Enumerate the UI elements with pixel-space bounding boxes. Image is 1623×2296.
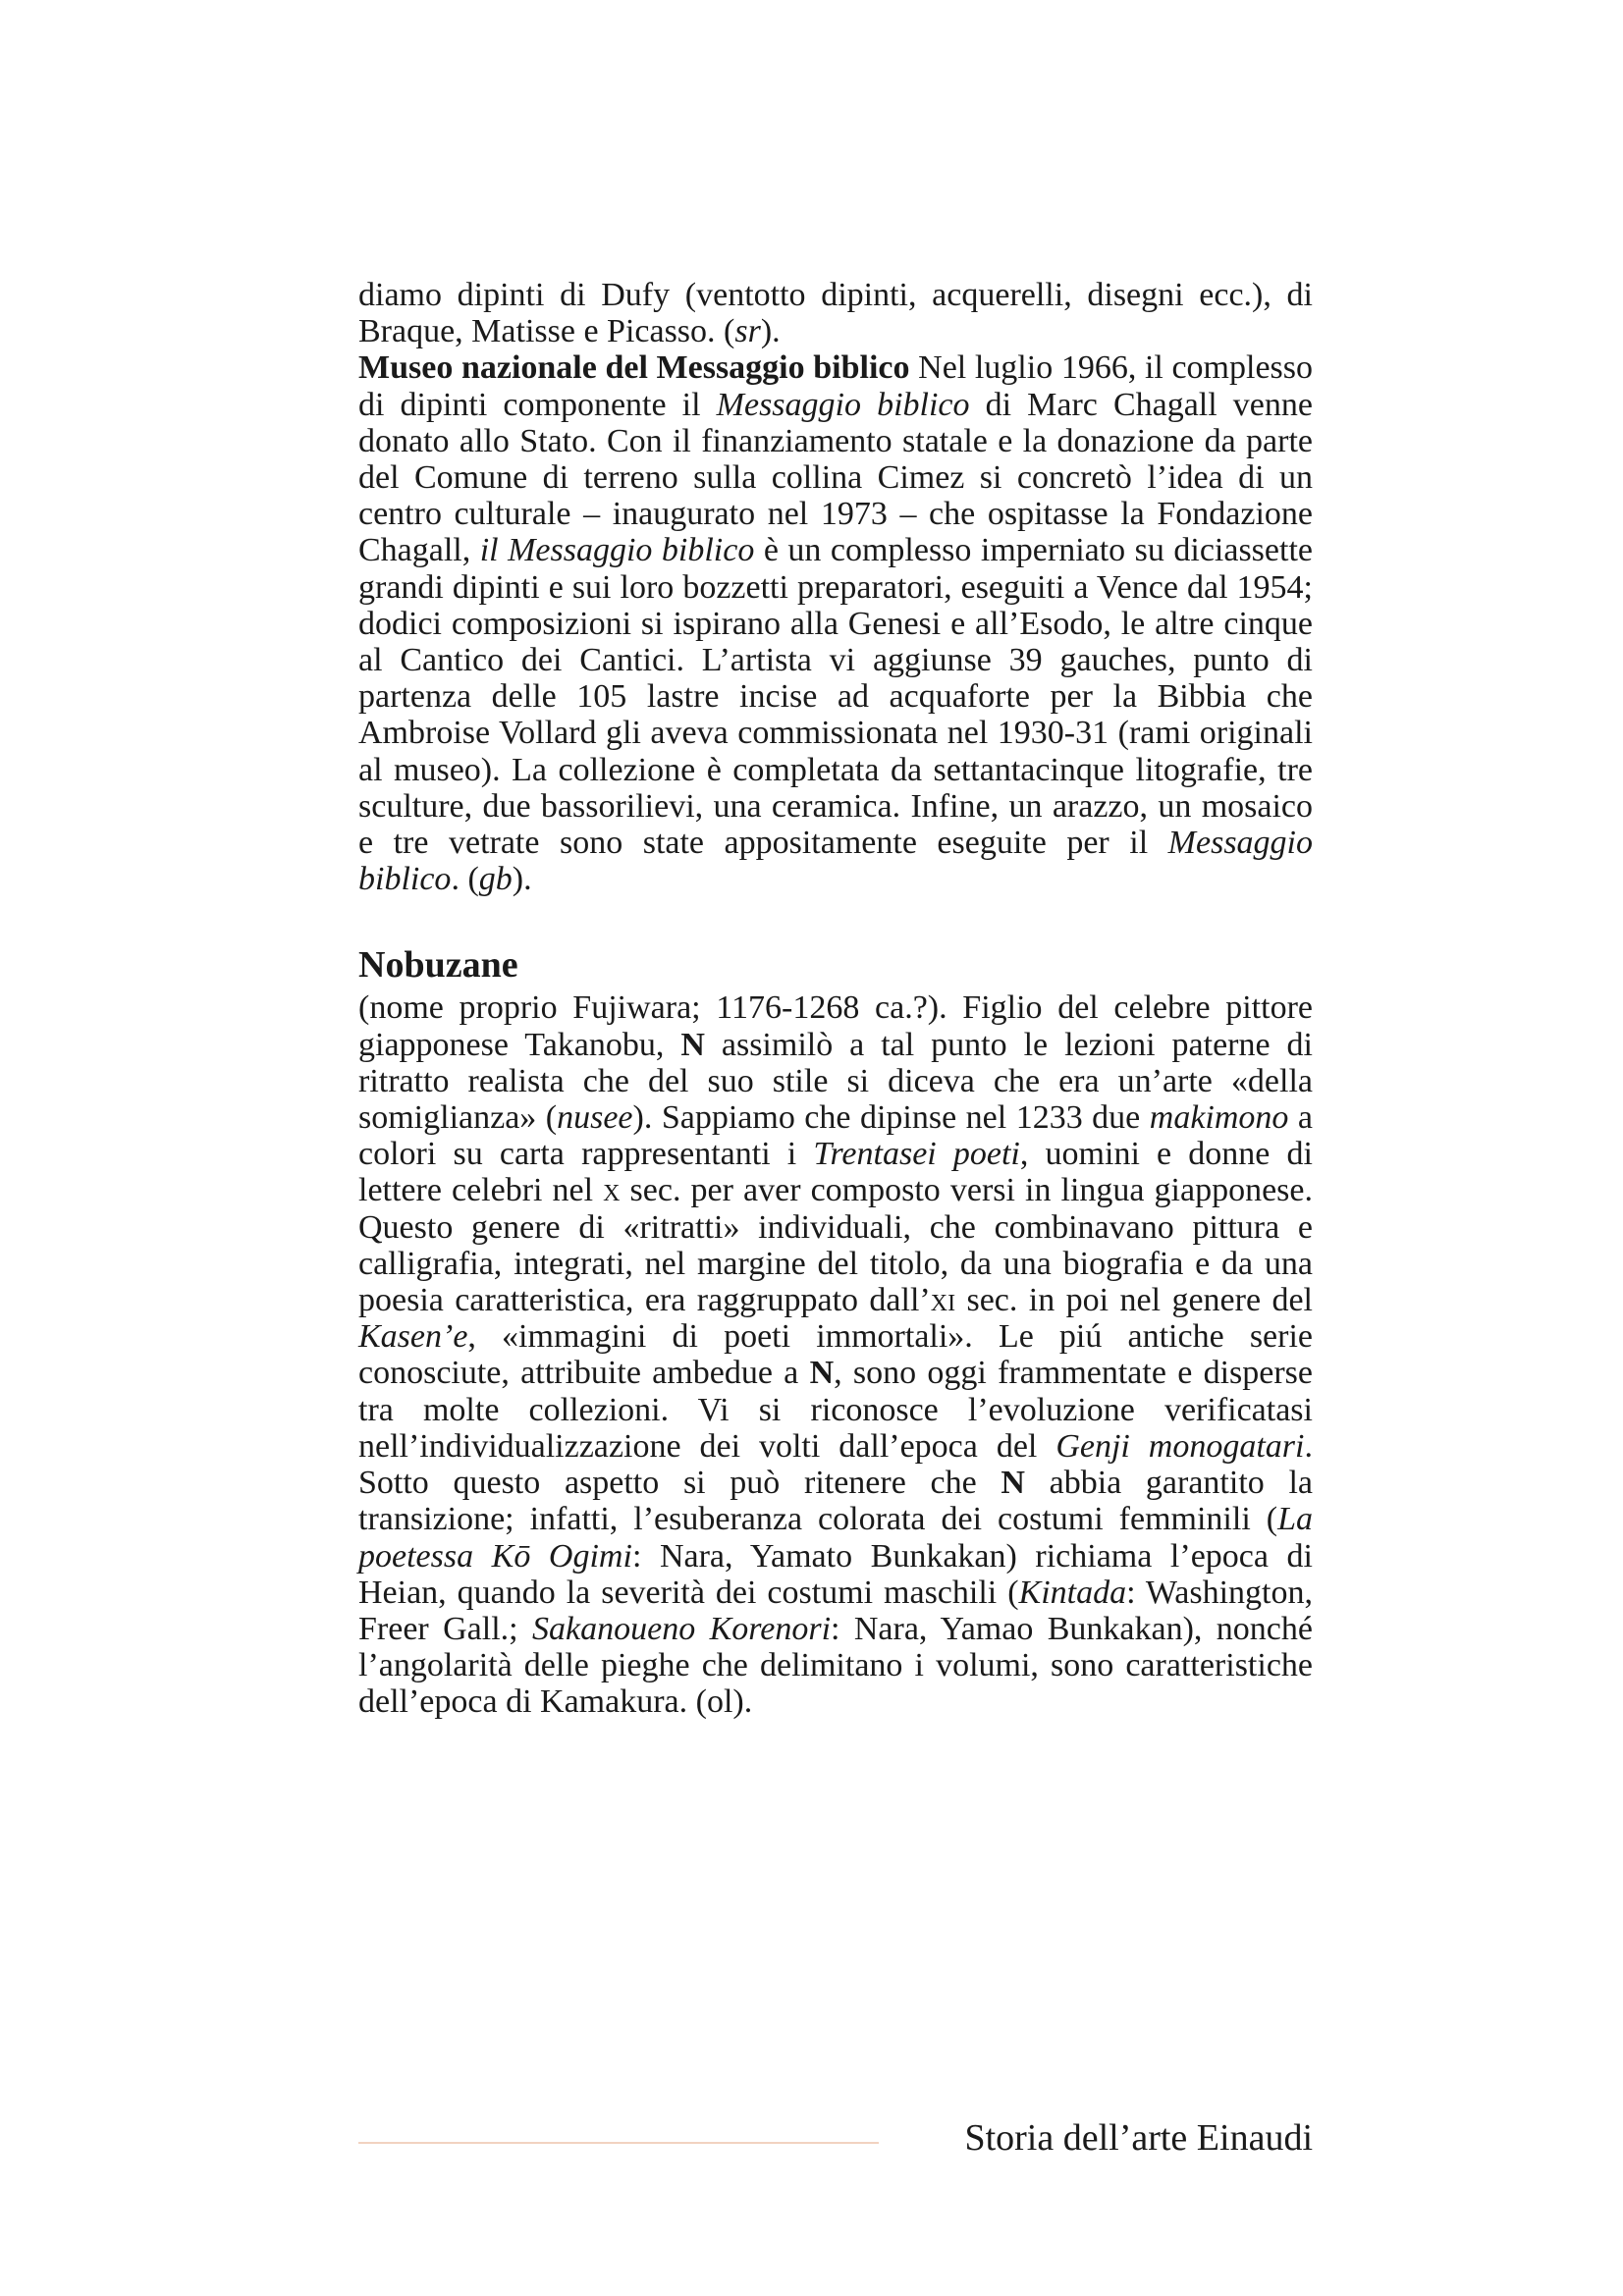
text-span: abbia garantito la transizione; infatti, l’esuberanza colorata dei costumi femminili ( — [358, 1465, 1313, 1538]
century-numeral: xi — [930, 1282, 956, 1319]
text-span: : Nara, Yamato Bunkakan) richiama l’epoca di Heian, quando la severità dei costumi maschili ( — [358, 1537, 1313, 1611]
artwork-title: Messaggio biblico — [358, 825, 1313, 898]
artwork-title: La poetessa Kō Ogimi — [358, 1501, 1313, 1575]
term-italic: makimono — [1149, 1099, 1289, 1137]
text-span: assimilò a tal punto le lezioni paterne di ritratto realista che del suo stile si diceva che era un’arte «della somiglianza» ( — [358, 1026, 1313, 1137]
text-span: : Washington, Freer Gall.; — [358, 1574, 1313, 1647]
entry-abbrev: N — [809, 1355, 835, 1392]
artwork-title: Messaggio biblico — [716, 386, 970, 423]
century-numeral: x — [603, 1172, 621, 1209]
page-footer — [358, 2116, 1313, 2165]
text-span: (nome proprio Fujiwara; 1176-1268 ca.?). Figlio del celebre pittore giapponese Takanobu, — [358, 989, 1313, 1063]
entry-abbrev: N — [680, 1026, 705, 1063]
term-italic: nusee — [557, 1099, 633, 1137]
term-italic: Kasen’e — [358, 1318, 468, 1356]
text-span: , «immagini di poeti immortali». Le piú antiche serie conosciute, attribuite ambedue a — [358, 1318, 1313, 1392]
author-signature: gb — [478, 861, 513, 898]
text-span: ). — [512, 861, 532, 898]
text-span: di Marc Chagall venne donato allo Stato. Con il finanziamento statale e la donazione da parte del Comune di terreno sulla collina Cimez si concretò l’idea di un centro culturale – inaugurato nel 1973 – che ospitasse la Fondazione Chagall, — [358, 386, 1313, 569]
paragraph-prev-end — [358, 277, 1313, 349]
text-span: è un complesso imperniato su diciassette grandi dipinti e sui loro bozzetti preparatori, eseguiti a Vence dal 1954; dodici composizioni si ispirano alla Genesi e all’Esodo, le altre cinque al Cantico dei Cantici. L’artista vi aggiunse 39 gauches, punto di partenza delle 105 lastre incise ad acquaforte per la Bibbia che Ambroise Vollard gli aveva commissionata nel 1930-31 (rami originali al museo). La collezione è completata da settantacinque litografie, tre sculture, due bassorilievi, una ceramica. Infine, un arazzo, un mosaico e tre vetrate sono state appositamente eseguite per il — [358, 532, 1313, 862]
text-span: ). — [760, 313, 781, 350]
text-span: a colori su carta rappresentanti i — [358, 1099, 1313, 1173]
footer-rule — [358, 2142, 879, 2144]
entry-abbrev: N — [1001, 1465, 1025, 1502]
artwork-title: Trentasei poeti — [813, 1136, 1020, 1173]
text-span: . Sotto questo aspetto si può ritenere che — [358, 1427, 1313, 1502]
text-span: , uomini e donne di lettere celebri nel — [358, 1136, 1314, 1209]
text-span: , sono oggi frammentate e disperse tra molte collezioni. Vi si riconosce l’evoluzione verificatasi nell’individualizzazione dei volti dall’epoca del — [358, 1355, 1313, 1465]
text-span: diamo dipinti di Dufy (ventotto dipinti, acquerelli, disegni ecc.), di Braque, Matisse e Picasso. ( — [358, 277, 1313, 350]
artwork-title: Genji monogatari — [1055, 1427, 1305, 1465]
paragraph-museum — [358, 349, 1313, 897]
subentry-title: Museo nazionale del Messaggio biblico — [358, 349, 910, 387]
text-span: . ( — [451, 861, 479, 898]
author-signature: sr — [734, 313, 761, 350]
text-span: : Nara, Yamao Bunkakan), nonché l’angolarità delle pieghe che delimitano i volumi, sono caratteristiche dell’epoca di Kamakura. (ol). — [358, 1610, 1313, 1721]
text-span: sec. in poi nel genere del — [955, 1282, 1313, 1319]
text-span: ). Sappiamo che dipinse nel 1233 due — [632, 1099, 1150, 1137]
artwork-title: il Messaggio biblico — [479, 532, 755, 569]
page-body — [358, 277, 1313, 1721]
text-span: Nel luglio 1966, il complesso di dipinti componente il — [358, 349, 1314, 423]
artwork-title: Sakanoueno Korenori — [532, 1610, 832, 1647]
paragraph-entry — [358, 989, 1313, 1720]
entry-title: Nobuzane — [358, 944, 518, 987]
artwork-title: Kintada — [1018, 1574, 1127, 1611]
text-span: sec. per aver composto versi in lingua giapponese. Questo genere di «ritratti» individuali, che combinavano pittura e calligrafia, integrati, nel margine del titolo, da una biografia e da una poesia caratteristica, era raggruppato dall’ — [358, 1172, 1314, 1319]
running-footer-title: Storia dell’arte Einaudi — [964, 2117, 1313, 2159]
